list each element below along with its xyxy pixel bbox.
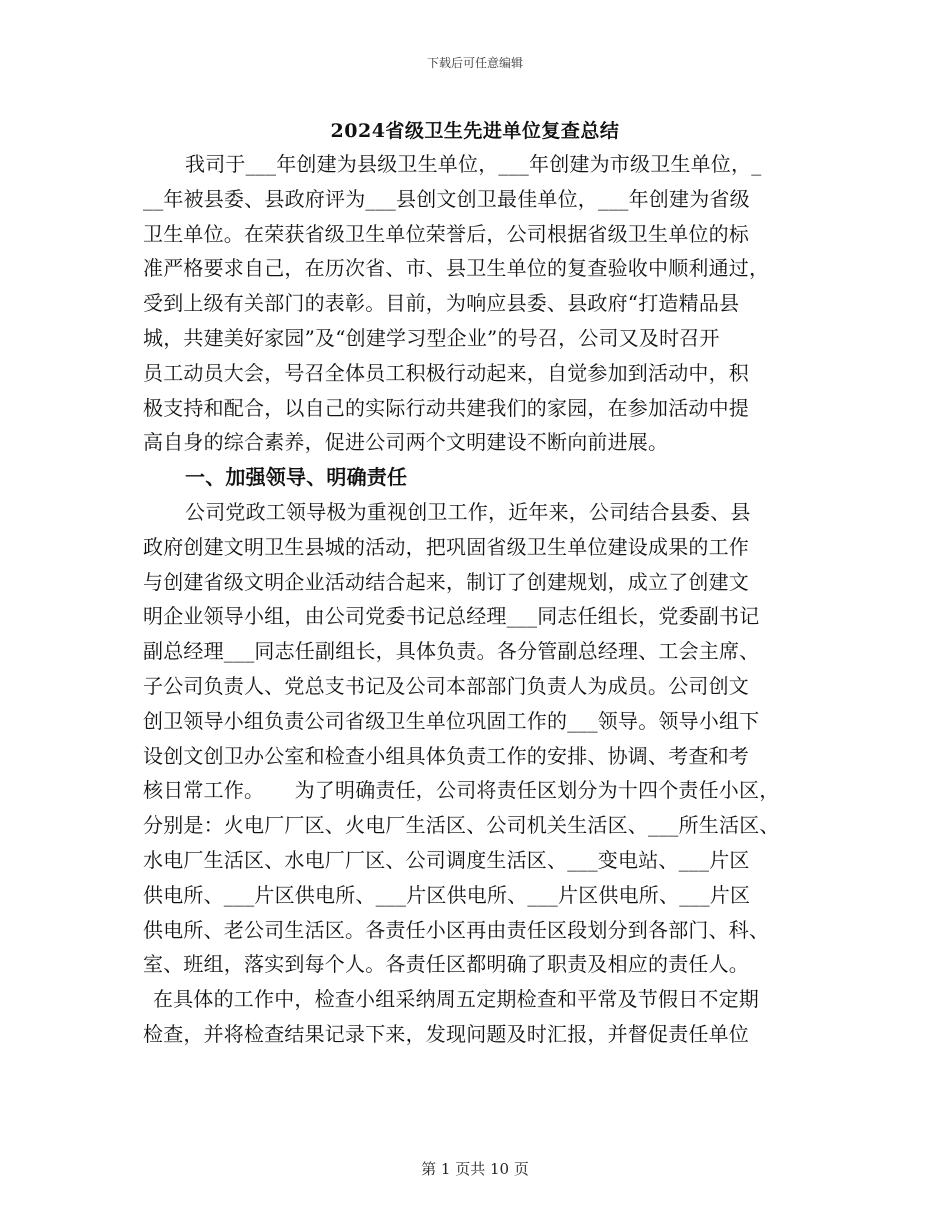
paragraph-line: 创卫领导小组负责公司省级卫生单位巩固工作的___领导。领导小组下 xyxy=(143,708,760,733)
paragraph-line: 我司于___年创建为县级卫生单位，___年创建为市级卫生单位，_ xyxy=(185,152,762,176)
paragraph-line: 室、班组，落实到每个人。各责任区都明确了职责及相应的责任人。 xyxy=(143,952,749,977)
paragraph-line: 极支持和配合，以自己的实际行动共建我们的家园，在参加活动中提 xyxy=(143,395,749,420)
paragraph-line: 公司党政工领导极为重视创卫工作，近年来，公司结合县委、县 xyxy=(185,499,751,524)
document-body xyxy=(143,147,813,1052)
paragraph-line: __年被县委、县政府评为___县创文创卫最佳单位，___年创建为省级 xyxy=(143,186,750,211)
paragraph-line: 受到上级有关部门的表彰。目前，为响应县委、县政府“打造精品县 xyxy=(143,291,740,316)
paragraph-line: 卫生单位。在荣获省级卫生单位荣誉后，公司根据省级卫生单位的标 xyxy=(143,221,749,246)
document-title: 2024省级卫生先进单位复查总结 xyxy=(330,120,620,142)
paragraph-line: 明企业领导小组，由公司党委书记总经理___同志任组长，党委副书记 xyxy=(143,604,760,629)
paragraph-line: 核日常工作。 为了明确责任，公司将责任区划分为十四个责任小区， xyxy=(143,778,780,803)
header-note: 下载后可任意编辑 xyxy=(426,56,523,70)
paragraph-line: 副总经理___同志任副组长，具体负责。各分管副总经理、工会主席、 xyxy=(143,639,760,664)
paragraph-line: 分别是：火电厂厂区、火电厂生活区、公司机关生活区、___所生活区、 xyxy=(143,813,780,838)
paragraph-line: 与创建省级文明企业活动结合起来，制订了创建规划，成立了创建文 xyxy=(143,569,749,594)
paragraph-line: 供电所、___片区供电所、___片区供电所、___片区供电所、___片区 xyxy=(143,882,751,907)
paragraph-line: 检查，并将检查结果记录下来，发现问题及时汇报，并督促责任单位 xyxy=(143,1021,749,1046)
paragraph-line: 政府创建文明卫生县城的活动，把巩固省级卫生单位建设成果的工作 xyxy=(143,534,749,559)
paragraph-line: 水电厂生活区、水电厂厂区、公司调度生活区、___变电站、___片区 xyxy=(143,847,750,872)
paragraph-line: 准严格要求自己，在历次省、市、县卫生单位的复查验收中顺利通过， xyxy=(143,256,770,281)
paragraph-line: 高自身的综合素养，促进公司两个文明建设不断向前进展。 xyxy=(143,430,669,455)
paragraph-line: 在具体的工作中，检查小组采纳周五定期检查和平常及节假日不定期 xyxy=(153,987,759,1012)
paragraph-line: 供电所、老公司生活区。各责任小区再由责任区段划分到各部门、科、 xyxy=(143,917,770,942)
paragraph-line: 子公司负责人、党总支书记及公司本部部门负责人为成员。公司创文 xyxy=(143,673,749,698)
page-number: 第 1 页共 10 页 xyxy=(421,1160,529,1178)
paragraph-line: 员工动员大会，号召全体员工积极行动起来，自觉参加到活动中，积 xyxy=(143,360,749,385)
section-heading: 一、加强领导、明确责任 xyxy=(185,465,408,490)
paragraph-line: 设创文创卫办公室和检查小组具体负责工作的安排、协调、考查和考 xyxy=(143,743,749,768)
paragraph-line: 城，共建美好家园”及“创建学习型企业”的号召，公司又及时召开 xyxy=(143,325,720,350)
